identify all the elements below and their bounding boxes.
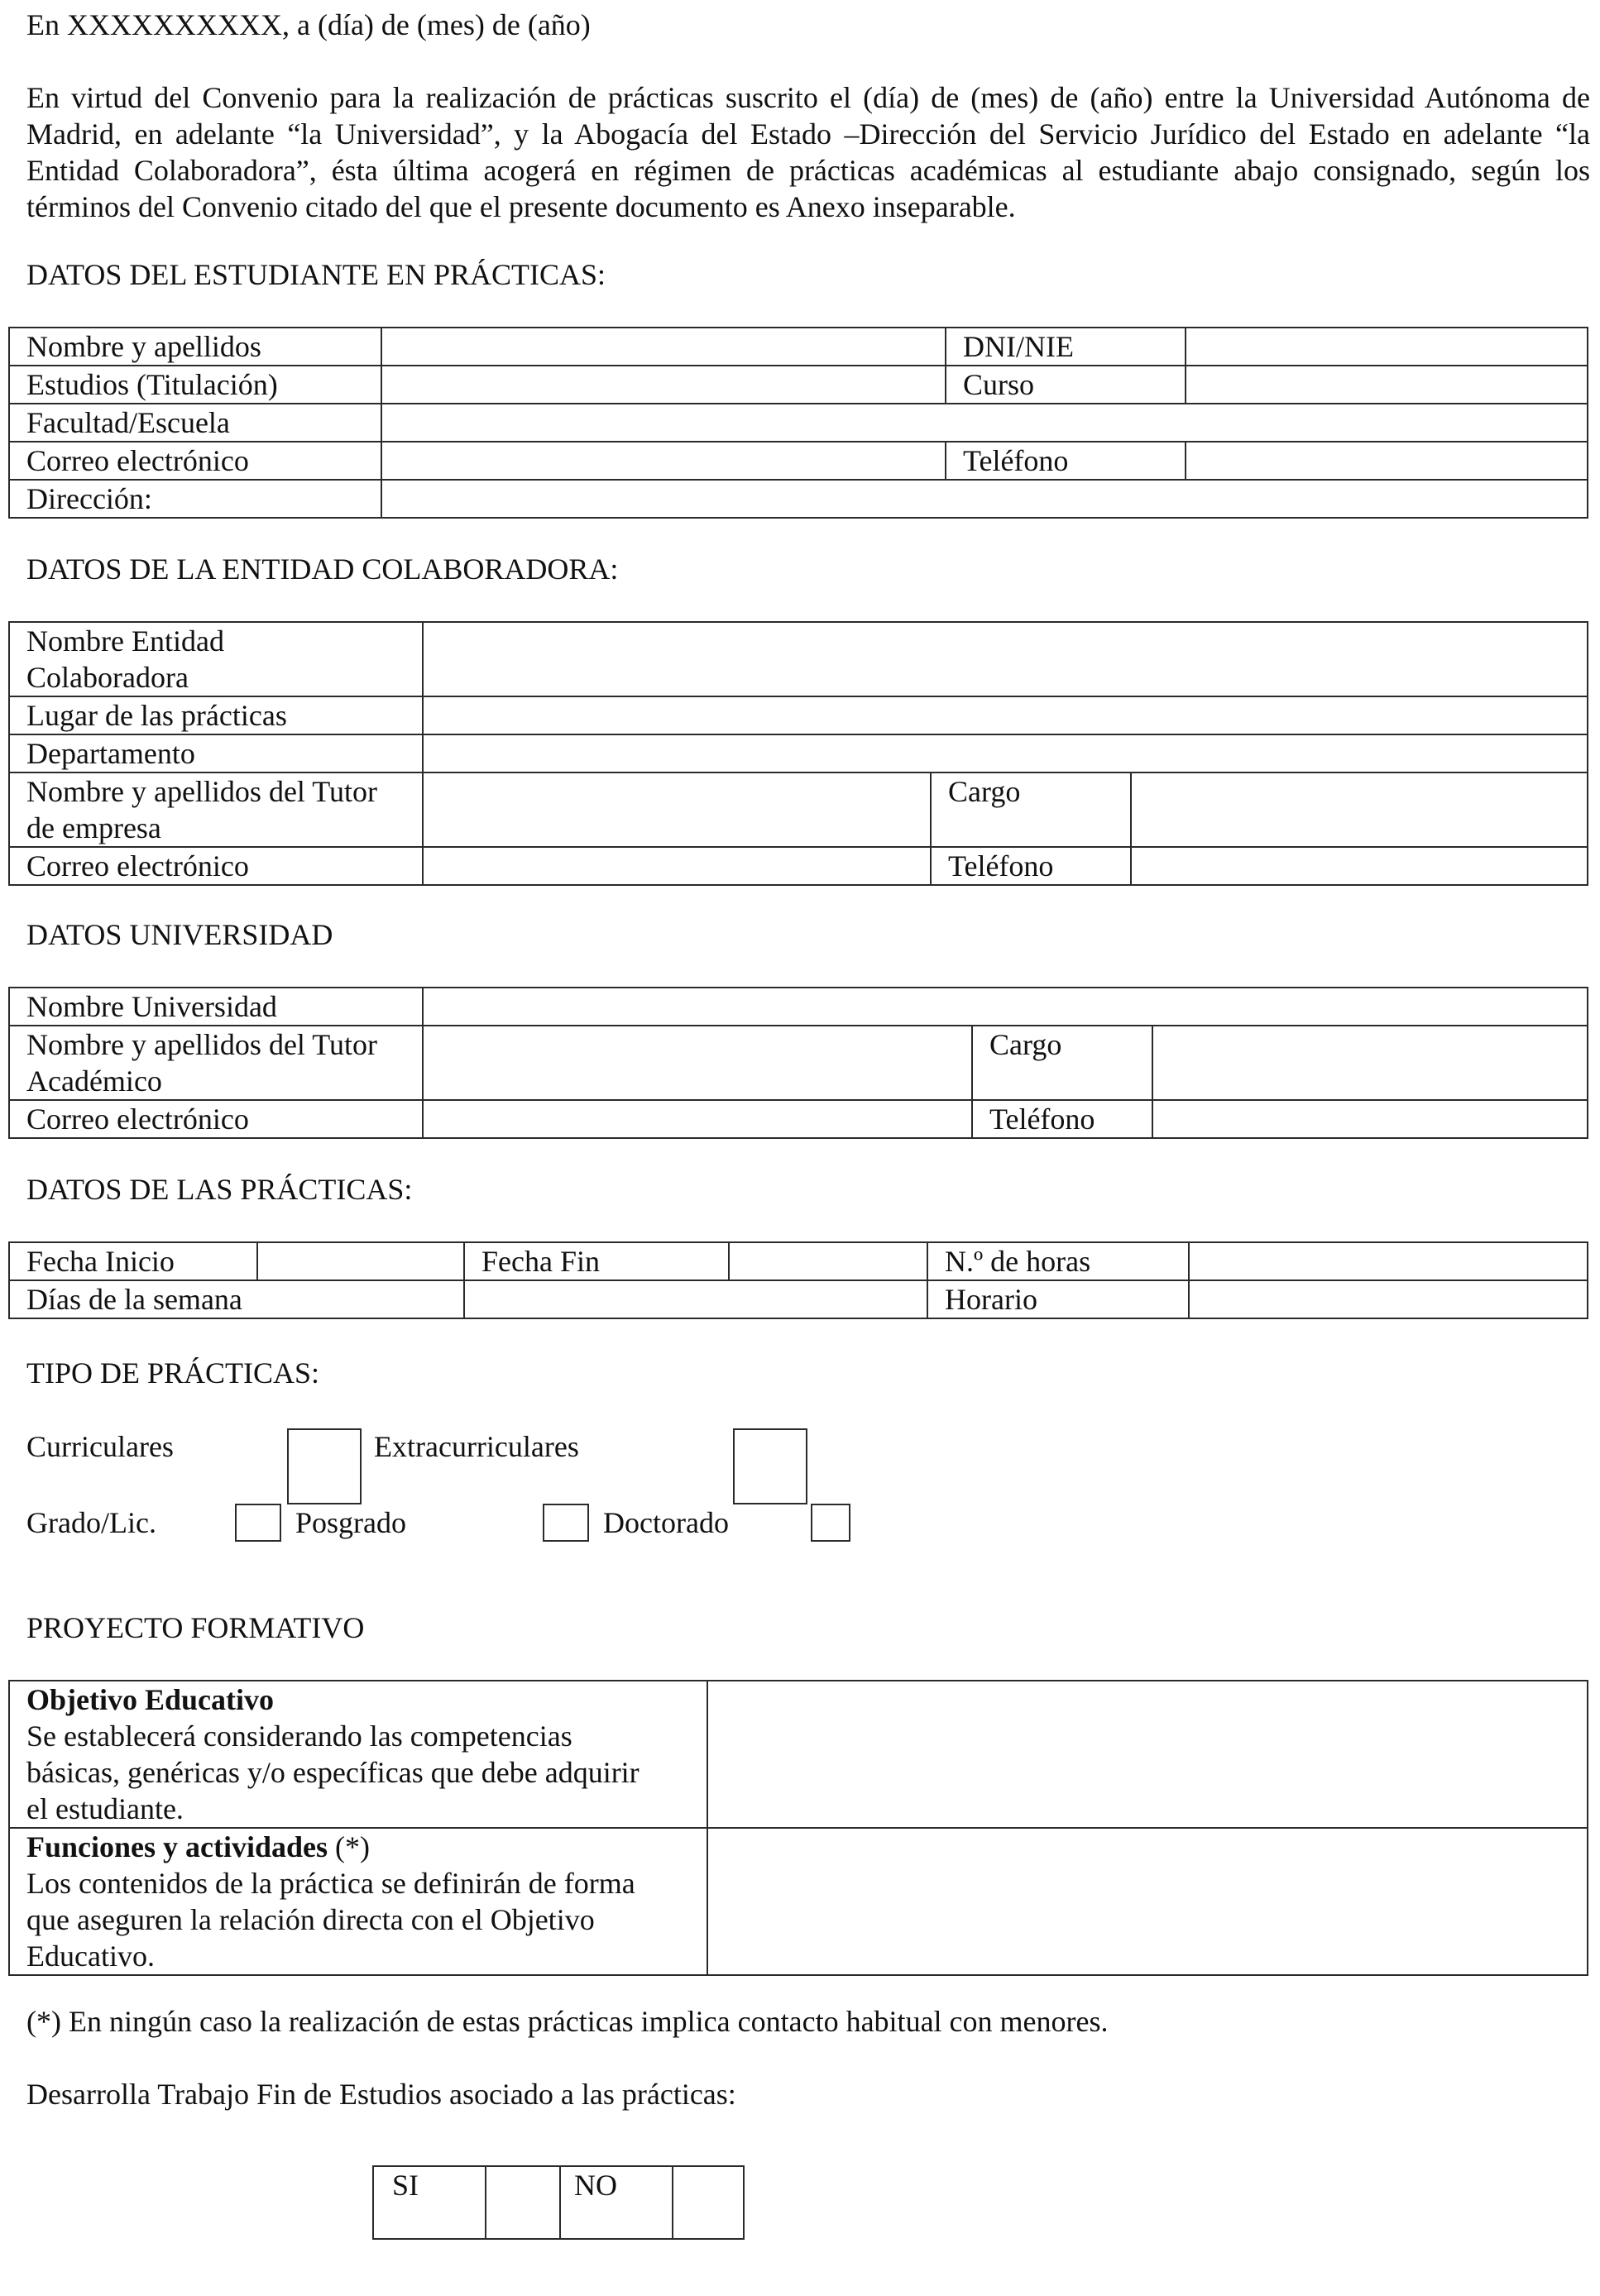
postgrad-checkbox[interactable]	[543, 1504, 589, 1542]
student-faculty-field[interactable]	[381, 404, 1588, 442]
hours-field[interactable]	[1189, 1242, 1588, 1280]
entity-data-table	[8, 621, 1588, 886]
internship-section-heading: DATOS DE LAS PRÁCTICAS:	[26, 1173, 413, 1206]
table-row	[9, 1280, 1588, 1318]
university-data-table	[8, 987, 1588, 1139]
table-row	[9, 1026, 1588, 1100]
weekdays-field[interactable]	[464, 1280, 927, 1318]
schedule-label: Horario	[927, 1280, 1189, 1318]
entity-position-label: Cargo	[931, 773, 1131, 847]
entity-phone-label: Teléfono	[931, 847, 1131, 885]
objective-field[interactable]	[707, 1681, 1588, 1828]
student-faculty-label: Facultad/Escuela	[9, 404, 381, 442]
table-row	[9, 622, 1588, 696]
tfe-answer-table	[372, 2165, 745, 2240]
type-section-heading: TIPO DE PRÁCTICAS:	[26, 1356, 320, 1390]
table-row	[9, 442, 1588, 480]
start-date-label: Fecha Inicio	[9, 1242, 257, 1280]
doctorate-label: Doctorado	[603, 1506, 729, 1539]
student-studies-label: Estudios (Titulación)	[9, 366, 381, 404]
student-data-table	[8, 327, 1588, 519]
entity-department-field[interactable]	[423, 734, 1588, 773]
university-phone-field[interactable]	[1152, 1100, 1588, 1138]
entity-department-label: Departamento	[9, 734, 423, 773]
intro-paragraph: En virtud del Convenio para la realización de prácticas suscrito el (día) de (mes) de (año) entre la Universidad Autónoma de Madrid, en adelante “la Universidad”, y la Abogacía del Estado –Dirección del Servicio Jurídico del Estado en adelante “la Entidad Colaboradora”, ésta última acogerá en régimen de prácticas académicas al estudiante abajo consignado, según los términos del Convenio citado del que el presente documento es Anexo inseparable.	[26, 81, 1590, 223]
weekdays-label: Días de la semana	[9, 1280, 464, 1318]
table-row	[9, 696, 1588, 734]
table-row	[9, 1681, 1588, 1828]
entity-place-field[interactable]	[423, 696, 1588, 734]
student-phone-field[interactable]	[1186, 442, 1588, 480]
doctorate-checkbox[interactable]	[811, 1504, 850, 1542]
entity-name-label: Nombre Entidad Colaboradora	[9, 622, 423, 696]
university-email-label: Correo electrónico	[9, 1100, 423, 1138]
entity-place-label: Lugar de las prácticas	[9, 696, 423, 734]
entity-email-field[interactable]	[423, 847, 931, 885]
functions-title: Funciones y actividades	[26, 1830, 328, 1863]
curricular-label: Curriculares	[26, 1430, 174, 1463]
student-address-label: Dirección:	[9, 480, 381, 518]
university-position-label: Cargo	[972, 1026, 1152, 1100]
table-row	[9, 1828, 1588, 1975]
footnote: (*) En ningún caso la realización de estas prácticas implica contacto habitual con menores.	[26, 2005, 1109, 2038]
extracurricular-checkbox[interactable]	[733, 1428, 807, 1504]
tfe-question: Desarrolla Trabajo Fin de Estudios asociado a las prácticas:	[26, 2078, 736, 2111]
university-tutor-field[interactable]	[423, 1026, 972, 1100]
start-date-field[interactable]	[257, 1242, 464, 1280]
student-course-field[interactable]	[1186, 366, 1588, 404]
table-row	[9, 847, 1588, 885]
student-name-label: Nombre y apellidos	[9, 328, 381, 366]
schedule-field[interactable]	[1189, 1280, 1588, 1318]
university-phone-label: Teléfono	[972, 1100, 1152, 1138]
university-email-field[interactable]	[423, 1100, 972, 1138]
objective-title: Objetivo Educativo	[26, 1683, 275, 1716]
project-table	[8, 1680, 1588, 1976]
table-row	[9, 1100, 1588, 1138]
table-row	[9, 480, 1588, 518]
objective-cell: Objetivo Educativo Se establecerá considerando las competencias básicas, genéricas y/o específicas que debe adquirir el estudiante.	[9, 1681, 707, 1828]
functions-cell: Funciones y actividades (*) Los contenidos de la práctica se definirán de forma que aseguren la relación directa con el Objetivo Educativo.	[9, 1828, 707, 1975]
table-row	[9, 328, 1588, 366]
student-dni-field[interactable]	[1186, 328, 1588, 366]
entity-position-field[interactable]	[1131, 773, 1588, 847]
student-section-heading: DATOS DEL ESTUDIANTE EN PRÁCTICAS:	[26, 258, 606, 291]
hours-label: N.º de horas	[927, 1242, 1189, 1280]
student-course-label: Curso	[946, 366, 1186, 404]
student-phone-label: Teléfono	[946, 442, 1186, 480]
functions-field[interactable]	[707, 1828, 1588, 1975]
entity-phone-field[interactable]	[1131, 847, 1588, 885]
student-email-label: Correo electrónico	[9, 442, 381, 480]
student-address-field[interactable]	[381, 480, 1588, 518]
university-section-heading: DATOS UNIVERSIDAD	[26, 918, 333, 951]
table-row	[373, 2166, 744, 2239]
no-checkbox[interactable]	[673, 2166, 744, 2239]
university-tutor-label: Nombre y apellidos del Tutor Académico	[9, 1026, 423, 1100]
place-date-line: En XXXXXXXXXX, a (día) de (mes) de (año)	[26, 8, 591, 41]
postgrad-label: Posgrado	[295, 1506, 406, 1539]
yes-checkbox[interactable]	[486, 2166, 560, 2239]
curricular-checkbox[interactable]	[287, 1428, 362, 1504]
degree-checkbox[interactable]	[235, 1504, 281, 1542]
entity-section-heading: DATOS DE LA ENTIDAD COLABORADORA:	[26, 552, 619, 586]
student-dni-label: DNI/NIE	[946, 328, 1186, 366]
degree-label: Grado/Lic.	[26, 1506, 156, 1539]
table-row	[9, 773, 1588, 847]
table-row	[9, 988, 1588, 1026]
no-label: NO	[560, 2166, 673, 2239]
table-row	[9, 366, 1588, 404]
entity-email-label: Correo electrónico	[9, 847, 423, 885]
end-date-label: Fecha Fin	[464, 1242, 729, 1280]
student-email-field[interactable]	[381, 442, 946, 480]
extracurricular-label: Extracurriculares	[374, 1430, 579, 1463]
end-date-field[interactable]	[729, 1242, 927, 1280]
student-name-field[interactable]	[381, 328, 946, 366]
entity-tutor-field[interactable]	[423, 773, 931, 847]
table-row	[9, 1242, 1588, 1280]
entity-name-field[interactable]	[423, 622, 1588, 696]
university-name-label: Nombre Universidad	[9, 988, 423, 1026]
project-section-heading: PROYECTO FORMATIVO	[26, 1611, 365, 1644]
table-row	[9, 404, 1588, 442]
yes-label: SI	[373, 2166, 486, 2239]
student-studies-field[interactable]	[381, 366, 946, 404]
university-name-field[interactable]	[423, 988, 1588, 1026]
table-row	[9, 734, 1588, 773]
university-position-field[interactable]	[1152, 1026, 1588, 1100]
internship-data-table	[8, 1241, 1588, 1319]
entity-tutor-label: Nombre y apellidos del Tutor de empresa	[9, 773, 423, 847]
